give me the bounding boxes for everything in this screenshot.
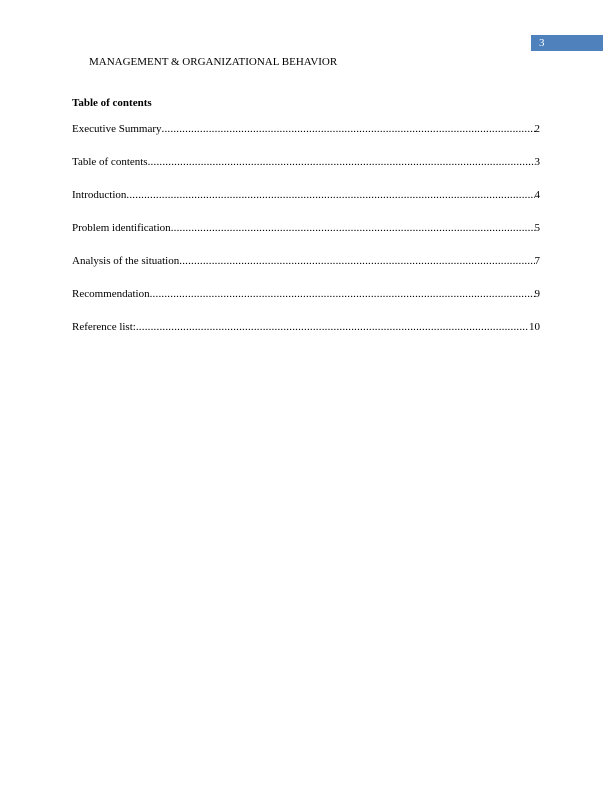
toc-dot-leader	[150, 287, 535, 301]
toc-entry-page: 9	[534, 288, 540, 300]
toc-entry-introduction[interactable]	[72, 188, 540, 202]
page-number-badge	[531, 35, 603, 51]
toc-entry-executive-summary[interactable]	[72, 122, 540, 136]
toc-entry-title: Recommendation	[72, 288, 150, 300]
toc-dot-leader	[171, 221, 535, 235]
toc-entry-page: 2	[534, 123, 540, 135]
toc-entry-page: 3	[534, 156, 540, 168]
toc-entry-title: Problem identification	[72, 222, 171, 234]
toc-entry-analysis-of-the-situation[interactable]	[72, 254, 540, 268]
toc-dot-leader	[148, 155, 535, 169]
toc-entry-title: Analysis of the situation	[72, 255, 180, 267]
toc-entry-title: Table of contents	[72, 156, 148, 168]
toc-entry-table-of-contents[interactable]	[72, 155, 540, 169]
toc-dot-leader	[126, 188, 534, 202]
toc-entry-title: Executive Summary	[72, 123, 162, 135]
toc-entry-problem-identification[interactable]	[72, 221, 540, 235]
toc-dot-leader	[136, 320, 529, 334]
running-header-title: MANAGEMENT & ORGANIZATIONAL BEHAVIOR	[89, 56, 338, 68]
toc-dot-leader	[162, 122, 535, 136]
toc-entry-reference-list[interactable]	[72, 320, 540, 334]
toc-dot-leader	[179, 254, 534, 268]
toc-entry-title: Reference list:	[72, 321, 136, 333]
toc-heading: Table of contents	[72, 97, 152, 109]
toc-entry-recommendation[interactable]	[72, 287, 540, 301]
toc-entry-page: 4	[534, 189, 540, 201]
toc-entry-page: 5	[534, 222, 540, 234]
toc-entry-title: Introduction	[72, 189, 127, 201]
page-number: 3	[539, 37, 545, 49]
toc-entry-page: 10	[529, 321, 540, 333]
toc-entry-page: 7	[534, 255, 540, 267]
table-of-contents	[72, 122, 540, 353]
